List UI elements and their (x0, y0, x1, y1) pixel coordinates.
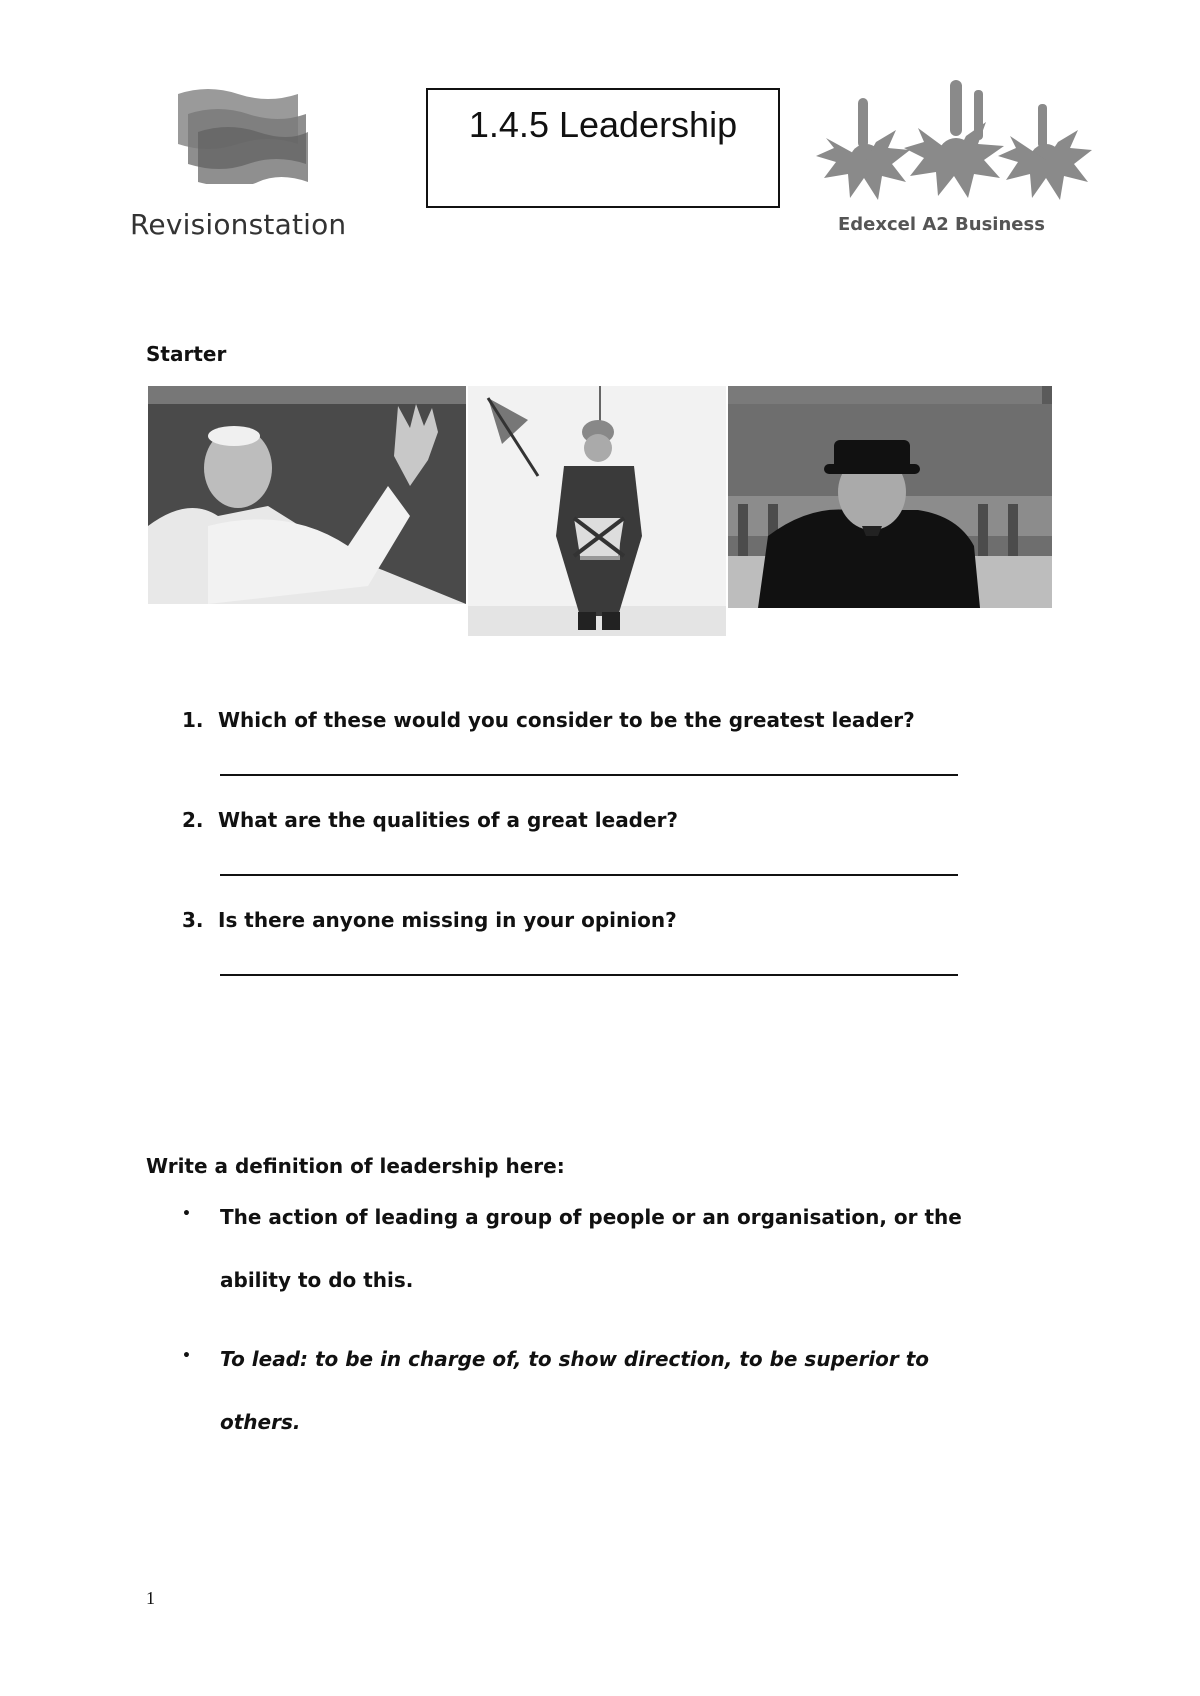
answer-line-3[interactable] (220, 974, 958, 976)
course-name: Edexcel A2 Business (838, 214, 1045, 235)
starter-heading: Starter (146, 342, 227, 366)
question-text: Is there anyone missing in your opinion? (218, 908, 677, 932)
revisionstation-logo (130, 84, 380, 254)
question-text: Which of these would you consider to be the greatest leader? (218, 708, 915, 732)
parachute-leader-photo (468, 386, 726, 636)
definition-bullet-2 (182, 1328, 1062, 1458)
title-box (426, 88, 780, 208)
bullet-icon: • (182, 1348, 191, 1364)
brand-name: Revisionstation (130, 208, 347, 241)
bullet-line: ability to do this. (220, 1268, 414, 1292)
question-3 (182, 908, 677, 932)
question-number: 3. (182, 908, 204, 932)
page-title: 1.4.5 Leadership (468, 104, 738, 145)
question-text: What are the qualities of a great leader? (218, 808, 679, 832)
churchill-photo (728, 386, 1052, 608)
flags-icon (168, 84, 308, 184)
question-number: 2. (182, 808, 204, 832)
bullet-icon: • (182, 1206, 191, 1222)
definition-heading: Write a definition of leadership here: (146, 1154, 565, 1178)
answer-line-2[interactable] (220, 874, 958, 876)
answer-line-1[interactable] (220, 774, 958, 776)
bullet-line: To lead: to be in charge of, to show direction, to be superior to (220, 1347, 930, 1371)
definition-bullet-1 (182, 1186, 1062, 1316)
question-2 (182, 808, 678, 832)
edexcel-logo (806, 78, 1096, 238)
pope-photo (148, 386, 466, 604)
flower-motif-icon (806, 78, 1096, 208)
page-number: 1 (146, 1588, 155, 1608)
question-1 (182, 708, 915, 732)
question-number: 1. (182, 708, 204, 732)
bullet-line: others. (220, 1410, 301, 1434)
bullet-text (220, 1186, 1060, 1312)
bullet-text (220, 1328, 1060, 1454)
bullet-line: The action of leading a group of people or an organisation, or the (220, 1205, 962, 1229)
